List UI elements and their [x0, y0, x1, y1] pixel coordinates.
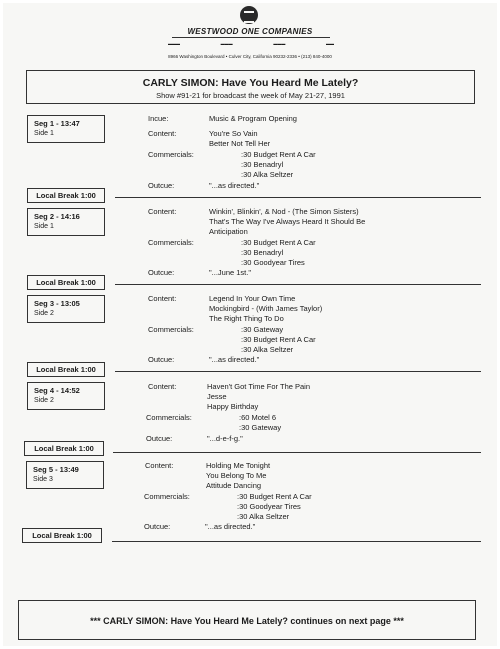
- local-break-box: Local Break 1:00: [27, 362, 105, 377]
- content-item: Legend In Your Own Time: [209, 294, 296, 303]
- outcue-label: Outcue:: [148, 181, 175, 190]
- content-item: Attitude Dancing: [206, 481, 262, 490]
- commercials-list: [239, 413, 281, 433]
- outcue-value: "...June 1st.": [209, 268, 252, 277]
- content-label: Content:: [145, 461, 174, 470]
- content-item: Mockingbird - (With James Taylor): [209, 304, 323, 313]
- segment-divider: [112, 541, 481, 542]
- segment-2-box: [27, 208, 105, 236]
- segment-name: Seg 2 - 14:16: [34, 212, 80, 221]
- company-name: WESTWOOD ONE COMPANIES: [187, 27, 313, 36]
- commercial-item: :30 Budget Rent A Car: [241, 150, 316, 159]
- segment-divider: [115, 371, 481, 372]
- show-title-box: [26, 70, 475, 104]
- segment-divider: [113, 452, 481, 453]
- network-logo-icon: ▬▬: [325, 41, 334, 46]
- commercial-item: :30 Goodyear Tires: [241, 258, 305, 267]
- westwood-one-logo-icon: [240, 6, 258, 24]
- segment-5-box: [26, 461, 104, 489]
- outcue-label: Outcue:: [144, 522, 171, 531]
- commercial-item: :30 Alka Seltzer: [237, 512, 290, 521]
- segment-1-box: [27, 115, 105, 143]
- segment-4-box: [27, 382, 105, 410]
- commercial-item: :60 Motel 6: [239, 413, 277, 422]
- segment-name: Seg 4 - 14:52: [34, 386, 80, 395]
- outcue-value: "...as directed.": [205, 522, 256, 531]
- continuation-notice-box: [18, 600, 476, 640]
- local-break-box: Local Break 1:00: [22, 528, 102, 543]
- commercials-list: [241, 150, 316, 180]
- segment-side: Side 3: [33, 476, 53, 483]
- content-label: Content:: [148, 207, 177, 216]
- outcue-value: "...as directed.": [209, 355, 260, 364]
- content-label: Content:: [148, 129, 177, 138]
- segment-divider: [115, 197, 481, 198]
- commercials-label: Commercials:: [146, 413, 192, 422]
- content-item: Better Not Tell Her: [209, 139, 271, 148]
- content-item: That's The Way I've Always Heard It Should Be: [209, 217, 366, 226]
- network-logo-icon: ▬▬▬: [220, 41, 233, 46]
- content-item: You Belong To Me: [206, 471, 267, 480]
- content-list: [206, 461, 270, 491]
- show-subtitle: Show #91-21 for broadcast the week of May 21-27, 1991: [156, 91, 345, 100]
- commercials-list: [237, 492, 312, 522]
- content-item: The Right Thing To Do: [209, 314, 284, 323]
- content-item: You're So Vain: [209, 129, 258, 138]
- segment-3-box: [27, 295, 105, 323]
- network-logo-icon: ▬▬▬: [273, 41, 286, 46]
- commercials-label: Commercials:: [148, 150, 194, 159]
- show-title: CARLY SIMON: Have You Heard Me Lately?: [142, 77, 359, 89]
- content-list: [209, 294, 322, 324]
- outcue-label: Outcue:: [146, 434, 173, 443]
- local-break-box: Local Break 1:00: [27, 275, 105, 290]
- content-label: Content:: [148, 382, 177, 391]
- commercial-item: :30 Gateway: [239, 423, 282, 432]
- segment-name: Seg 5 - 13:49: [33, 465, 79, 474]
- commercial-item: :30 Budget Rent A Car: [241, 238, 316, 247]
- commercials-label: Commercials:: [148, 238, 194, 247]
- commercials-list: [241, 238, 316, 268]
- segment-name: Seg 1 - 13:47: [34, 119, 80, 128]
- local-break-box: Local Break 1:00: [24, 441, 104, 456]
- commercial-item: :30 Budget Rent A Car: [241, 335, 316, 344]
- outcue-value: "...as directed.": [209, 181, 260, 190]
- segment-side: Side 1: [34, 223, 54, 230]
- network-logos-strip: [168, 41, 334, 46]
- outcue-label: Outcue:: [148, 355, 175, 364]
- segment-side: Side 2: [34, 397, 54, 404]
- content-item: Haven't Got Time For The Pain: [207, 382, 311, 391]
- network-logo-icon: ▬▬▬: [168, 41, 180, 46]
- continuation-notice: *** CARLY SIMON: Have You Heard Me Lately? continues on next page ***: [90, 616, 404, 626]
- content-item: Anticipation: [209, 227, 248, 236]
- incue-label: Incue:: [148, 114, 169, 123]
- incue-value: Music & Program Opening: [209, 114, 297, 123]
- commercial-item: :30 Alka Seltzer: [241, 170, 294, 179]
- commercial-item: :30 Budget Rent A Car: [237, 492, 312, 501]
- content-label: Content:: [148, 294, 177, 303]
- commercial-item: :30 Gateway: [241, 325, 284, 334]
- content-list: [209, 207, 365, 237]
- commercial-item: :30 Alka Seltzer: [241, 345, 294, 354]
- segment-side: Side 2: [34, 310, 54, 317]
- content-list: [207, 382, 310, 412]
- commercials-list: [241, 325, 316, 355]
- commercial-item: :30 Goodyear Tires: [237, 502, 301, 511]
- content-list: [209, 129, 270, 149]
- segment-divider: [115, 284, 481, 285]
- content-item: Holding Me Tonight: [206, 461, 271, 470]
- outcue-value: "...d-e-f-g.": [207, 434, 243, 443]
- content-item: Happy Birthday: [207, 402, 259, 411]
- commercials-label: Commercials:: [144, 492, 190, 501]
- outcue-label: Outcue:: [148, 268, 175, 277]
- header-divider: [172, 37, 330, 38]
- company-address: 8966 Washington Boulevard • Culver City, California 90232-2336 • (213) 840-4000: [168, 54, 332, 59]
- commercials-label: Commercials:: [148, 325, 194, 334]
- commercial-item: :30 Benadryl: [241, 248, 284, 257]
- segment-side: Side 1: [34, 130, 54, 137]
- content-item: Jesse: [207, 392, 227, 401]
- local-break-box: Local Break 1:00: [27, 188, 105, 203]
- commercial-item: :30 Benadryl: [241, 160, 284, 169]
- content-item: Winkin', Blinkin', & Nod - (The Simon Sisters): [209, 207, 359, 216]
- segment-name: Seg 3 - 13:05: [34, 299, 80, 308]
